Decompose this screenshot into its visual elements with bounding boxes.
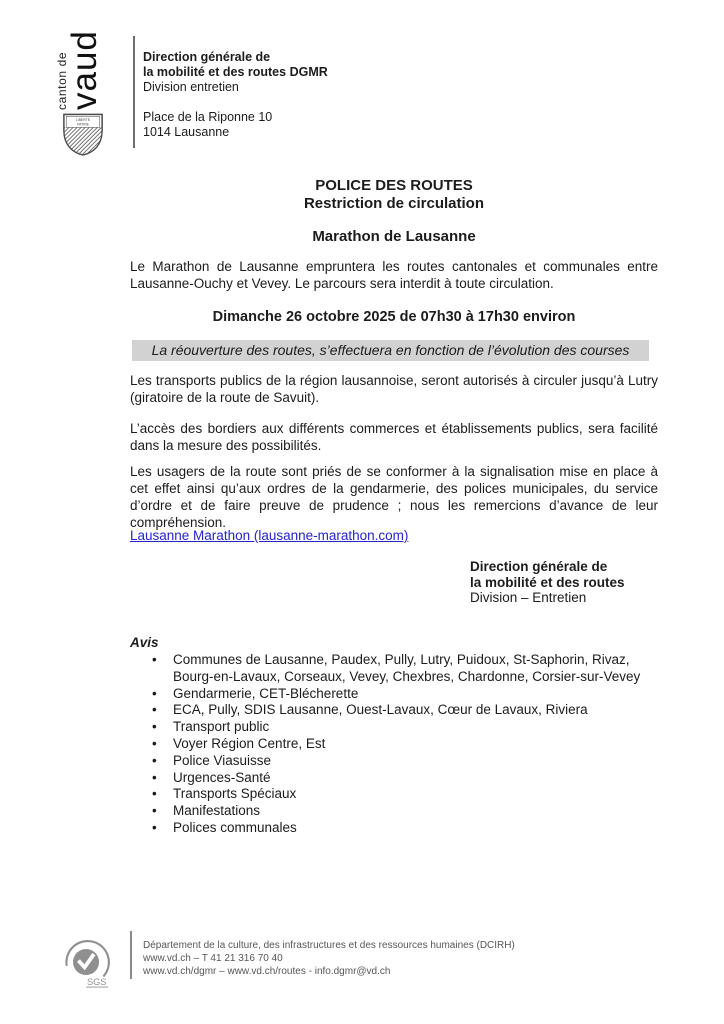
bullet-marker: • (152, 803, 157, 819)
list-item: • Transport public (152, 719, 270, 735)
logo-vaud-text: vaud (65, 30, 104, 110)
vaud-shield-icon (62, 113, 104, 156)
sgs-label: SGS (86, 977, 107, 988)
footer-block (143, 939, 515, 978)
sender-block (143, 50, 328, 140)
bullet-marker: • (152, 769, 157, 785)
bullet-marker: • (152, 735, 157, 751)
marathon-link-line (130, 527, 658, 544)
avis-heading: Avis (130, 635, 159, 650)
paragraph-intro: Le Marathon de Lausanne empruntera les routes cantonales et communales entre Lausanne-Ouchy et Vevey. Le parcours sera interdit à toute circulation. (130, 259, 658, 291)
list-item: • Gendarmerie, CET-Blécherette (152, 685, 359, 701)
signature-block (470, 559, 625, 606)
list-item: • Transports Spéciaux (152, 786, 297, 802)
shield-liberte-text: LIBERTÉ (75, 117, 91, 122)
footer-department-line: Département de la culture, des infrastructures et des ressources humaines (DCIRH) (143, 940, 515, 951)
list-item: • Voyer Région Centre, Est (152, 735, 326, 751)
title-line2: Restriction de circulation (303, 195, 485, 212)
sender-dept-line2: la mobilité et des routes DGMR (143, 65, 328, 79)
signature-line3: Division – Entretien (470, 590, 587, 605)
sender-address-line2: 1014 Lausanne (143, 125, 230, 139)
list-item: • Communes de Lausanne, Paudex, Pully, Lutry, Puidoux, St-Saphorin, Rivaz, Bourg-en-Lavaux, Corseaux, Vevey, Chexbres, Chardonne, Corsier-sur-Vevey (152, 652, 641, 684)
bullet-marker: • (152, 819, 157, 835)
highlighted-notice: La réouverture des routes, s’effectuera en fonction de l’évolution des courses (132, 340, 649, 361)
spacer (143, 95, 328, 110)
sender-address-line1: Place de la Riponne 10 (143, 110, 273, 124)
marathon-website-link[interactable]: Lausanne Marathon (lausanne-marathon.com) (130, 528, 409, 543)
signature-line2: la mobilité et des routes (470, 574, 625, 590)
list-item: • Polices communales (152, 819, 297, 835)
title-line1: POLICE DES ROUTES (315, 177, 473, 194)
list-item: • Manifestations (152, 803, 261, 819)
canton-vaud-wordmark (55, 30, 104, 110)
bullet-marker: • (152, 685, 157, 701)
signature-line1: Direction générale de (470, 559, 608, 574)
footer-contact-line: www.vd.ch – T 41 21 316 70 40 (143, 953, 283, 964)
document-title (130, 177, 658, 213)
shield-patrie-text: PATRIE (77, 122, 89, 127)
bullet-marker: • (152, 719, 157, 735)
header-divider (133, 36, 135, 148)
bullet-marker: • (152, 752, 157, 768)
footer-divider (130, 931, 132, 979)
paragraph-transports: Les transports publics de la région lausannoise, seront autorisés à circuler jusqu’à Lutry (giratoire de la route de Savuit). (130, 373, 658, 405)
document-subtitle: Marathon de Lausanne (312, 228, 476, 245)
list-item: • ECA, Pully, SDIS Lausanne, Ouest-Lavaux, Cœur de Lavaux, Riviera (152, 702, 588, 718)
sender-division: Division entretien (143, 80, 239, 94)
paragraph-usagers: Les usagers de la route sont priés de se conformer à la signalisation mise en place à cet effet ainsi qu’aux ordres de la gendarmerie, des polices municipales, du service d’ordre et de faire preuve de prudence ; nous les remercions d’avance de leur compréhension. (130, 464, 658, 530)
event-date-line: Dimanche 26 octobre 2025 de 07h30 à 17h30 environ (212, 309, 576, 325)
paragraph-acces: L’accès des bordiers aux différents commerces et établissements publics, sera facilité dans la mesure des possibilités. (130, 421, 658, 453)
avis-list (152, 652, 654, 837)
list-item: • Police Viasuisse (152, 752, 272, 768)
logo-canton-text: canton de (55, 51, 69, 110)
sender-dept-line1: Direction générale de (143, 50, 271, 64)
footer-web-line: www.vd.ch/dgmr – www.vd.ch/routes - info.dgmr@vd.ch (143, 966, 391, 977)
list-item: • Urgences-Santé (152, 769, 271, 785)
bullet-marker: • (152, 652, 157, 667)
sgs-certification-icon (60, 934, 114, 990)
bullet-marker: • (152, 786, 157, 802)
bullet-marker: • (152, 702, 157, 718)
